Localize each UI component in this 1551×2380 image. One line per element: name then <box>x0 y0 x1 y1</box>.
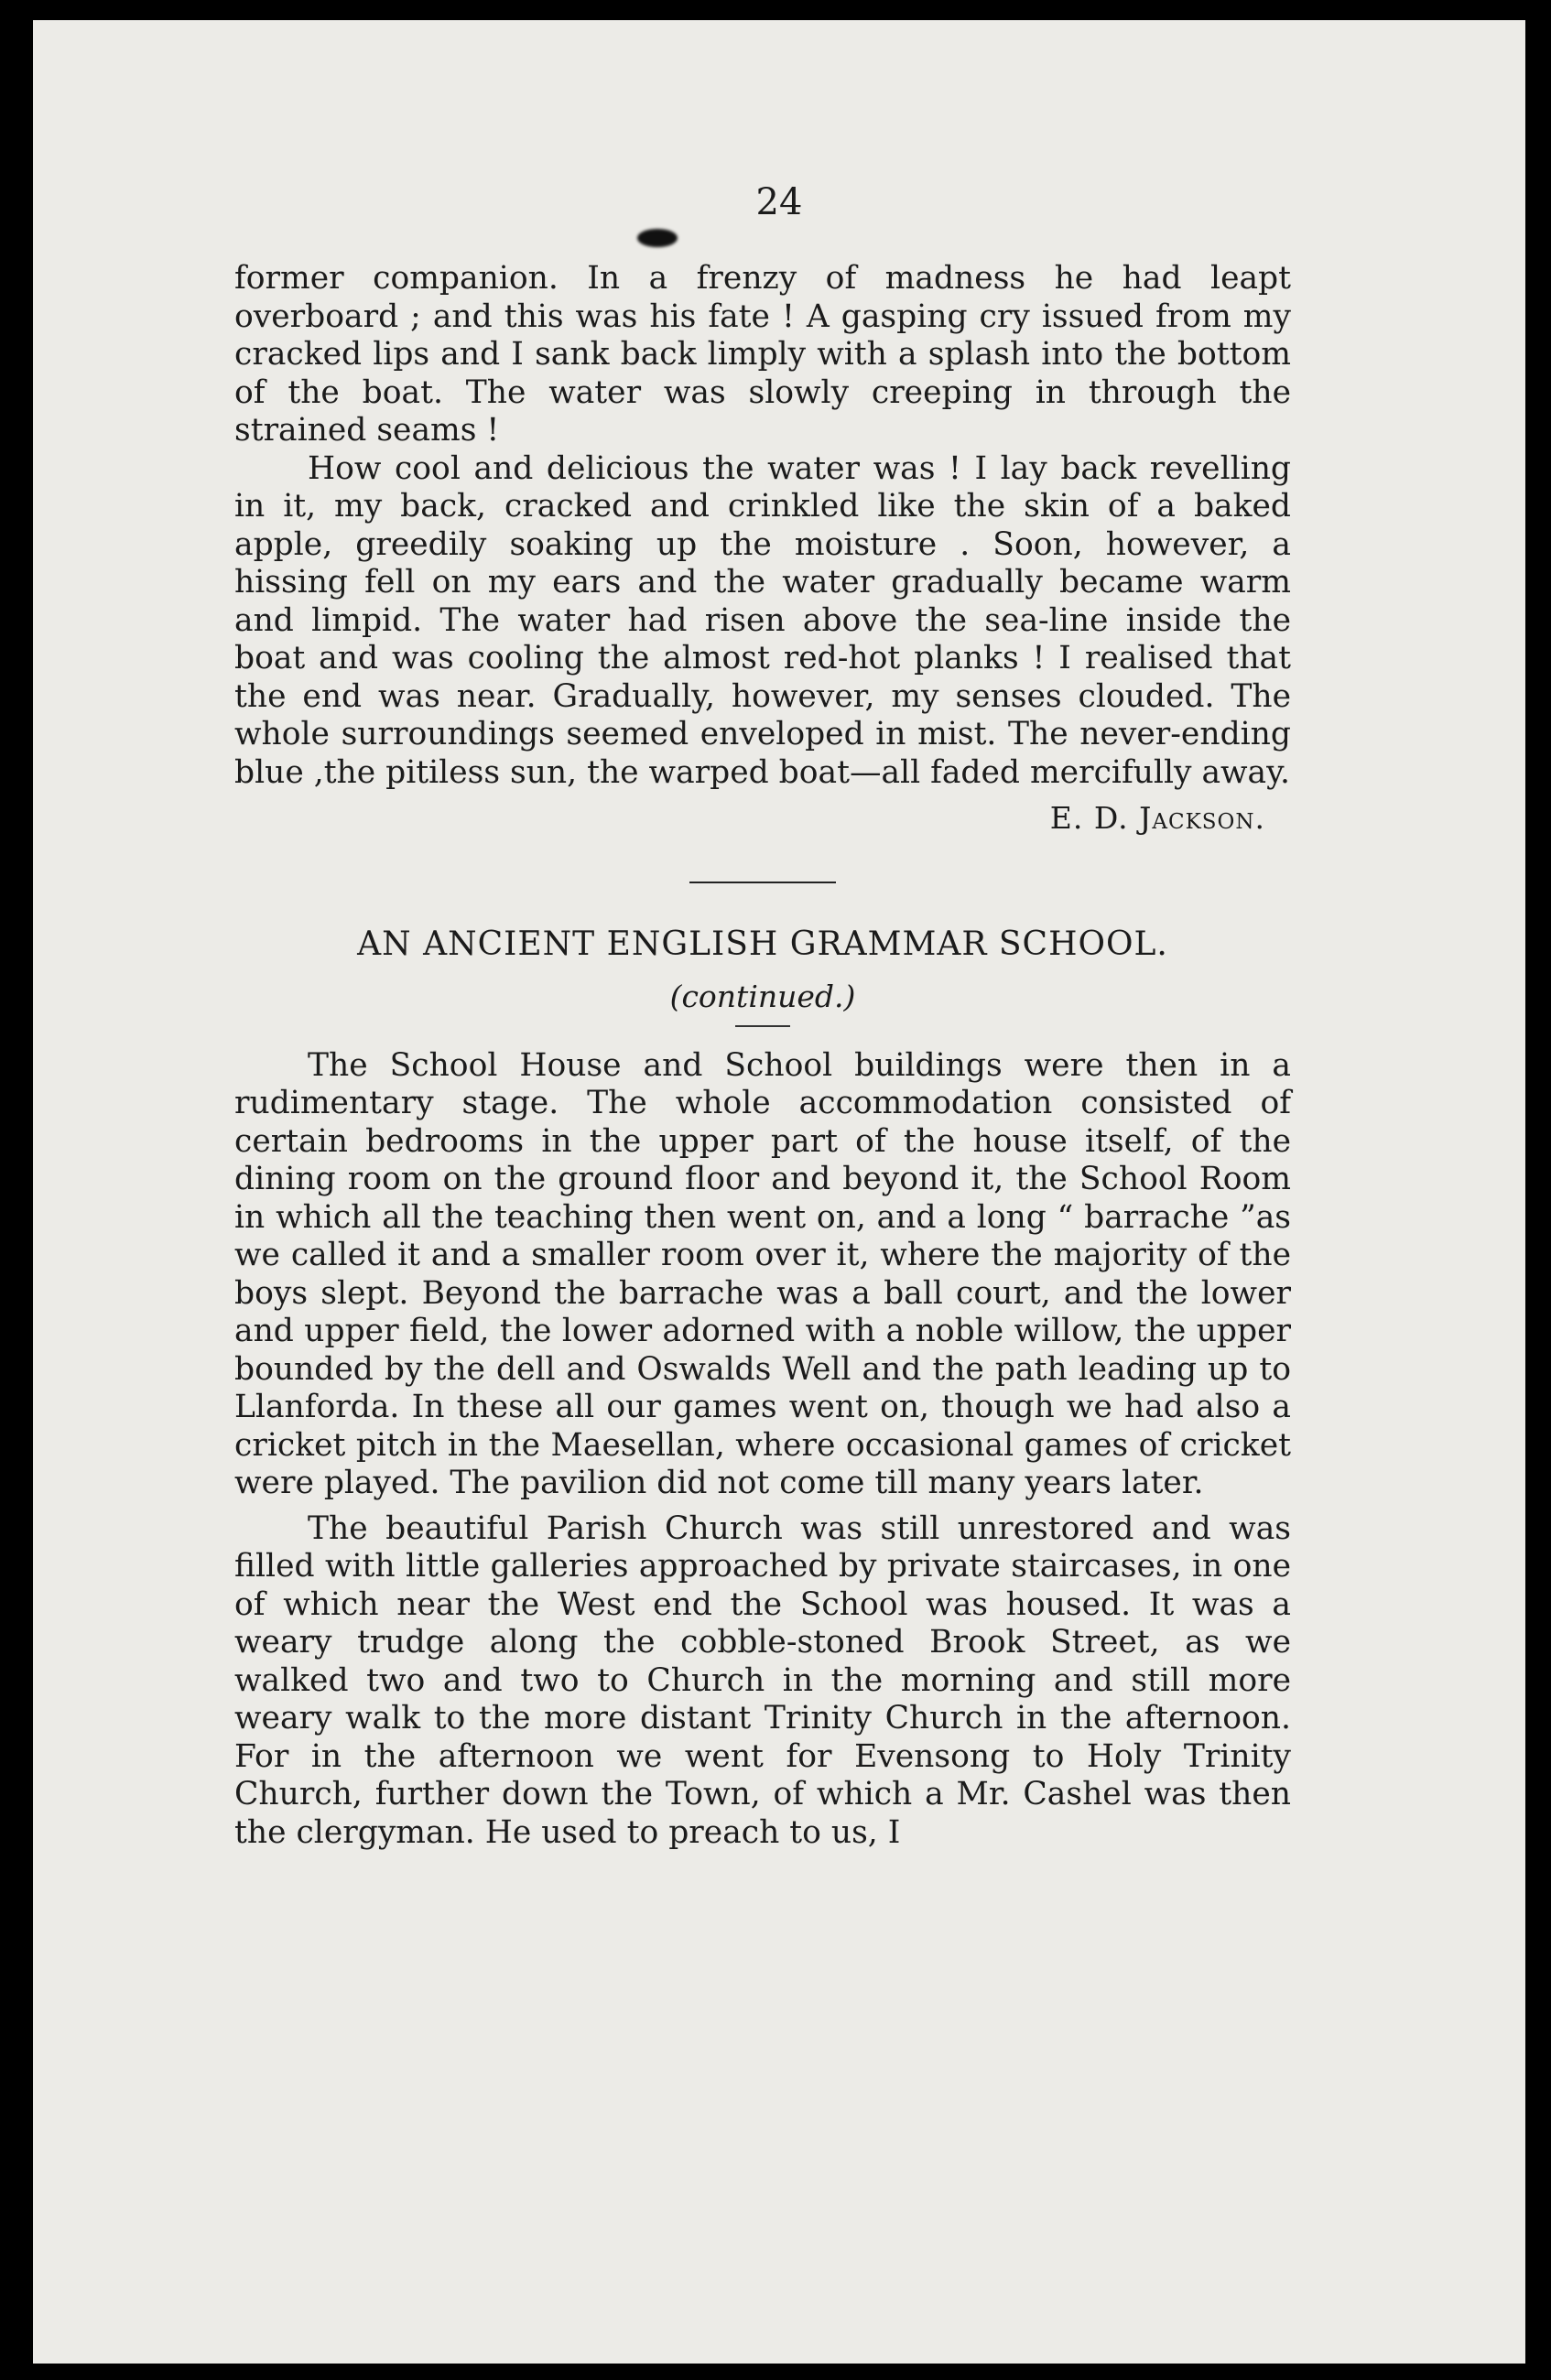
section-divider <box>689 882 836 883</box>
author-surname: Jackson. <box>1139 800 1265 836</box>
section-heading: AN ANCIENT ENGLISH GRAMMAR SCHOOL. <box>357 925 1168 963</box>
text-column <box>234 260 1291 1852</box>
paragraph-continuation: former companion. In a frenzy of madness he had leapt overboard ; and this was his fate ! A gasping cry issued from my cracked lips and I sank back limply with a splash into the bottom of the boat. The water was slowly creeping in through the strained seams ! <box>234 260 1291 449</box>
heading-rule <box>735 1025 790 1027</box>
paragraph: How cool and delicious the water was ! I lay back revelling in it, my back, cracked and crinkled like the skin of a baked apple, greedily soaking up the moisture . Soon, however, a hissing fell on my ears and the water gradually became warm and limpid. The water had risen above the sea-line inside the boat and was cooling the almost red-hot planks ! I realised that the end was near. Gradually, however, my senses clouded. The whole surroundings seemed enveloped in mist. The never-ending blue ,the pitiless sun, the warped boat—all faded mercifully away. <box>234 449 1291 791</box>
scanned-page <box>33 20 1525 2364</box>
ink-blot-mark <box>637 229 678 247</box>
author-signature <box>234 799 1291 838</box>
paragraph: The beautiful Parish Church was still unrestored and was filled with little galleries approached by private staircases, in one of which near the West end the School was housed. It was a weary trudge along the cobble-stoned Brook Street, as we walked two and two to Church in the morning and still more weary walk to the more distant Trinity Church in the afternoon. For in the afternoon we went for Evensong to Holy Trinity Church, further down the Town, of which a Mr. Cashel was then the clergyman. He used to preach to us, I <box>234 1509 1291 1851</box>
author-initials: E. D. <box>1049 800 1129 836</box>
page-number: 24 <box>755 181 803 223</box>
section-subheading: (continued.) <box>669 979 856 1014</box>
paragraph: The School House and School buildings were then in a rudimentary stage. The whole accommodation consisted of certain bedrooms in the upper part of the house itself, of the dining room on the ground floor and beyond it, the School Room in which all the teaching then went on, and a long “ barrache ”as we called it and a smaller room over it, where the majority of the boys slept. Beyond the barrache was a ball court, and the lower and upper field, the lower adorned with a noble willow, the upper bounded by the dell and Oswalds Well and the path leading up to Llanforda. In these all our games went on, though we had also a cricket pitch in the Maesellan, where occasional games of cricket were played. The pavilion did not come till many years later. <box>234 1046 1291 1501</box>
